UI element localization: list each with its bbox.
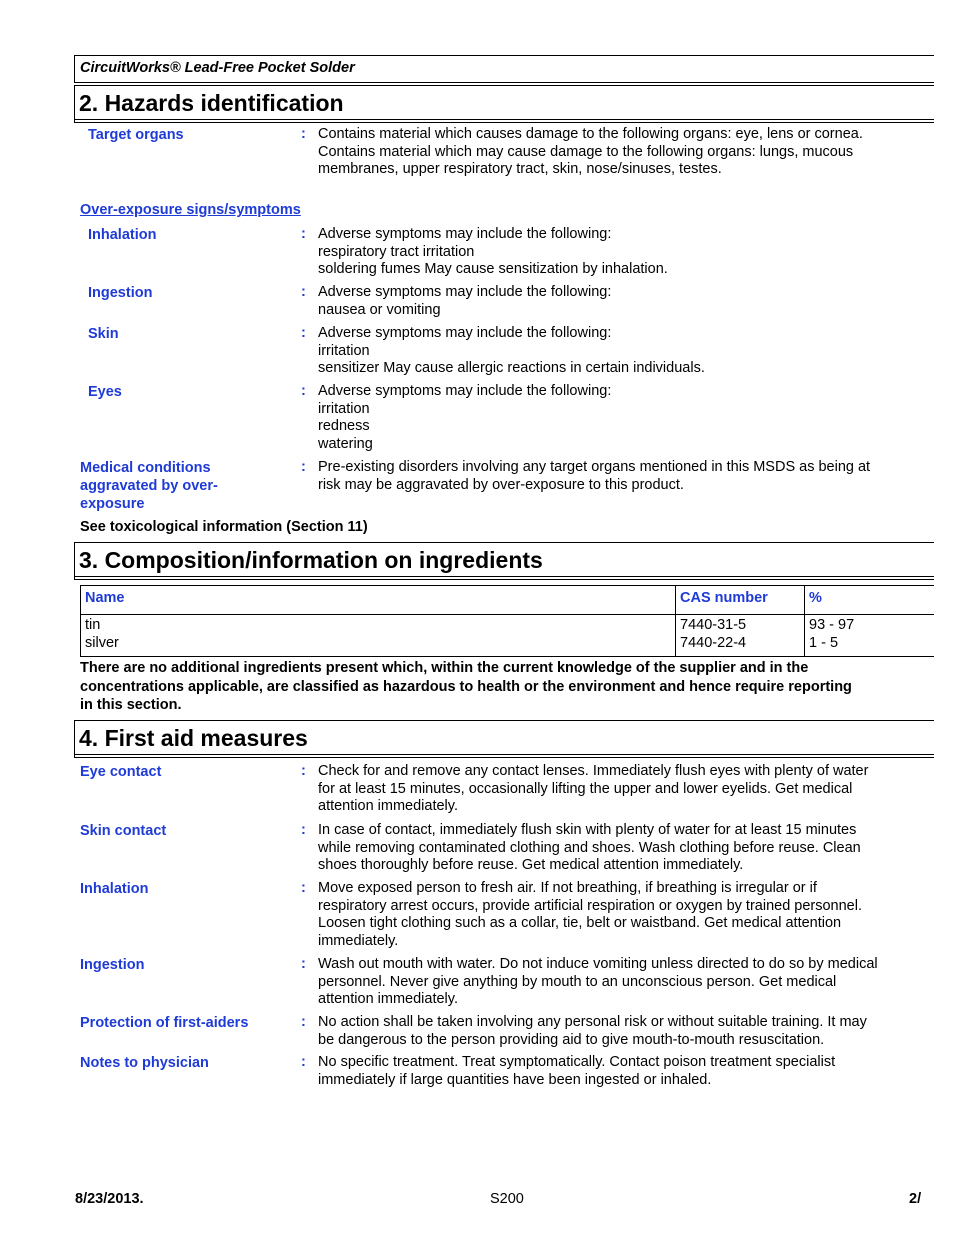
ingestion-label: Ingestion [88,285,153,301]
text-line: Contains material which causes damage to the following organs: eye, lens or cornea. [318,126,863,142]
eye-contact-label: Eye contact [80,764,162,780]
column-header-percent: % [805,586,935,615]
text-line: risk may be aggravated by over-exposure to this product. [318,476,684,493]
inhalation-value [318,226,928,279]
text-line: irritation [318,400,370,417]
first-aid-ingestion-label: Ingestion [80,957,145,973]
text-line: Contains material which may cause damage to the following organs: lungs, mucous [318,143,854,160]
colon: : [301,822,306,838]
table-header-row [81,586,935,615]
target-organs-value [318,126,928,179]
text-line: nausea or vomiting [318,301,441,318]
text-line: be dangerous to the person providing aid to give mouth-to-mouth resuscitation. [318,1031,825,1048]
divider [75,119,934,120]
medical-conditions-label [80,459,280,513]
text-line: redness [318,418,370,434]
text-line: respiratory arrest occurs, provide artificial respiration or oxygen by trained personnel. [318,897,862,914]
note-line: in this section. [80,697,182,713]
text-line: Adverse symptoms may include the following: [318,325,612,341]
label-line: Medical conditions [80,460,211,476]
colon: : [301,383,306,399]
text-line: Adverse symptoms may include the following: [318,383,612,399]
colon: : [301,226,306,242]
text-line: No specific treatment. Treat symptomatically. Contact poison treatment specialist [318,1054,836,1070]
text-line: while removing contaminated clothing and shoes. Wash clothing before reuse. Clean [318,839,861,856]
text-line: Move exposed person to fresh air. If not breathing, if breathing is irregular or if [318,880,817,896]
colon: : [301,459,306,475]
percent-cell [805,615,935,657]
protection-first-aiders-value [318,1014,928,1049]
text-line: respiratory tract irritation [318,243,475,260]
text-line: No action shall be taken involving any personal risk or without suitable training. It may [318,1014,867,1030]
note-line: concentrations applicable, are classified as hazardous to health or the environment and hence require reporting [80,678,852,695]
percent-value: 1 - 5 [809,635,839,651]
colon: : [301,763,306,779]
text-line: Check for and remove any contact lenses. Immediately flush eyes with plenty of water [318,763,869,779]
cas-number: 7440-31-5 [680,617,747,633]
text-line: immediately if large quantities have been ingested or inhaled. [318,1071,712,1088]
target-organs-label: Target organs [88,127,184,143]
notes-to-physician-label: Notes to physician [80,1055,209,1071]
divider [75,576,934,577]
colon: : [301,126,306,142]
footer-date: 8/23/2013. [75,1191,144,1207]
note-line: There are no additional ingredients present which, within the current knowledge of the supplier and in the [80,660,809,676]
text-line: attention immediately. [318,798,458,814]
inhalation-label: Inhalation [88,227,157,243]
product-name-header: CircuitWorks® Lead-Free Pocket Solder [74,55,934,83]
protection-first-aiders-label: Protection of first-aiders [80,1015,249,1031]
section-title: 3. Composition/information on ingredients [79,546,543,573]
skin-value [318,325,928,378]
ingredient-names-cell [81,615,676,657]
eyes-value [318,383,928,453]
colon: : [301,880,306,896]
colon: : [301,284,306,300]
section-title: 4. First aid measures [79,724,308,751]
footer-page-number: 2/ [909,1191,922,1207]
text-line: soldering fumes May cause sensitization by inhalation. [318,261,668,277]
ingredients-table [80,585,934,657]
percent-value: 93 - 97 [809,617,855,633]
text-line: Wash out mouth with water. Do not induce vomiting unless directed to do so by medical [318,956,878,972]
text-line: Adverse symptoms may include the following: [318,284,612,300]
eye-contact-value [318,763,928,816]
skin-label: Skin [88,326,119,342]
text-line: immediately. [318,932,399,949]
see-tox-info: See toxicological information (Section 11) [80,519,368,535]
label-line: exposure [80,496,145,512]
column-header-cas: CAS number [676,586,805,615]
label-line: aggravated by over- [80,478,218,494]
text-line: watering [318,435,373,452]
medical-conditions-value [318,459,928,494]
first-aid-inhalation-label: Inhalation [80,881,149,897]
colon: : [301,956,306,972]
section-3-header [74,542,934,580]
text-line: In case of contact, immediately flush skin with plenty of water for at least 15 minutes [318,822,857,838]
text-line: attention immediately. [318,991,458,1007]
text-line: membranes, upper respiratory tract, skin, nose/sinuses, testes. [318,161,722,177]
ingestion-value [318,284,928,319]
divider [75,754,934,755]
section-4-header [74,720,934,758]
text-line: Pre-existing disorders involving any target organs mentioned in this MSDS as being at [318,459,871,475]
column-header-name: Name [81,586,676,615]
colon: : [301,1054,306,1070]
first-aid-ingestion-value [318,956,928,1009]
text-line: irritation [318,342,370,359]
ingredients-note [80,659,930,715]
notes-to-physician-value [318,1054,928,1089]
text-line: sensitizer May cause allergic reactions in certain individuals. [318,360,705,376]
colon: : [301,325,306,341]
cas-number: 7440-22-4 [680,635,747,651]
section-2-header [74,85,934,123]
text-line: shoes thoroughly before reuse. Get medical attention immediately. [318,857,744,873]
ingredient-name: silver [85,635,119,651]
table-row [81,615,935,657]
text-line: Loosen tight clothing such as a collar, tie, belt or waistband. Get medical attention [318,915,842,931]
ingredient-name: tin [85,617,101,633]
cas-numbers-cell [676,615,805,657]
first-aid-inhalation-value [318,880,928,950]
text-line: personnel. Never give anything by mouth to an unconscious person. Get medical [318,973,837,990]
overexposure-link[interactable]: Over-exposure signs/symptoms [80,202,301,218]
footer-doc-code: S200 [490,1191,524,1207]
text-line: for at least 15 minutes, occasionally lifting the upper and lower eyelids. Get medical [318,780,853,797]
colon: : [301,1014,306,1030]
section-title: 2. Hazards identification [79,89,344,116]
eyes-label: Eyes [88,384,122,400]
skin-contact-value [318,822,928,875]
text-line: Adverse symptoms may include the following: [318,226,612,242]
skin-contact-label: Skin contact [80,823,167,839]
